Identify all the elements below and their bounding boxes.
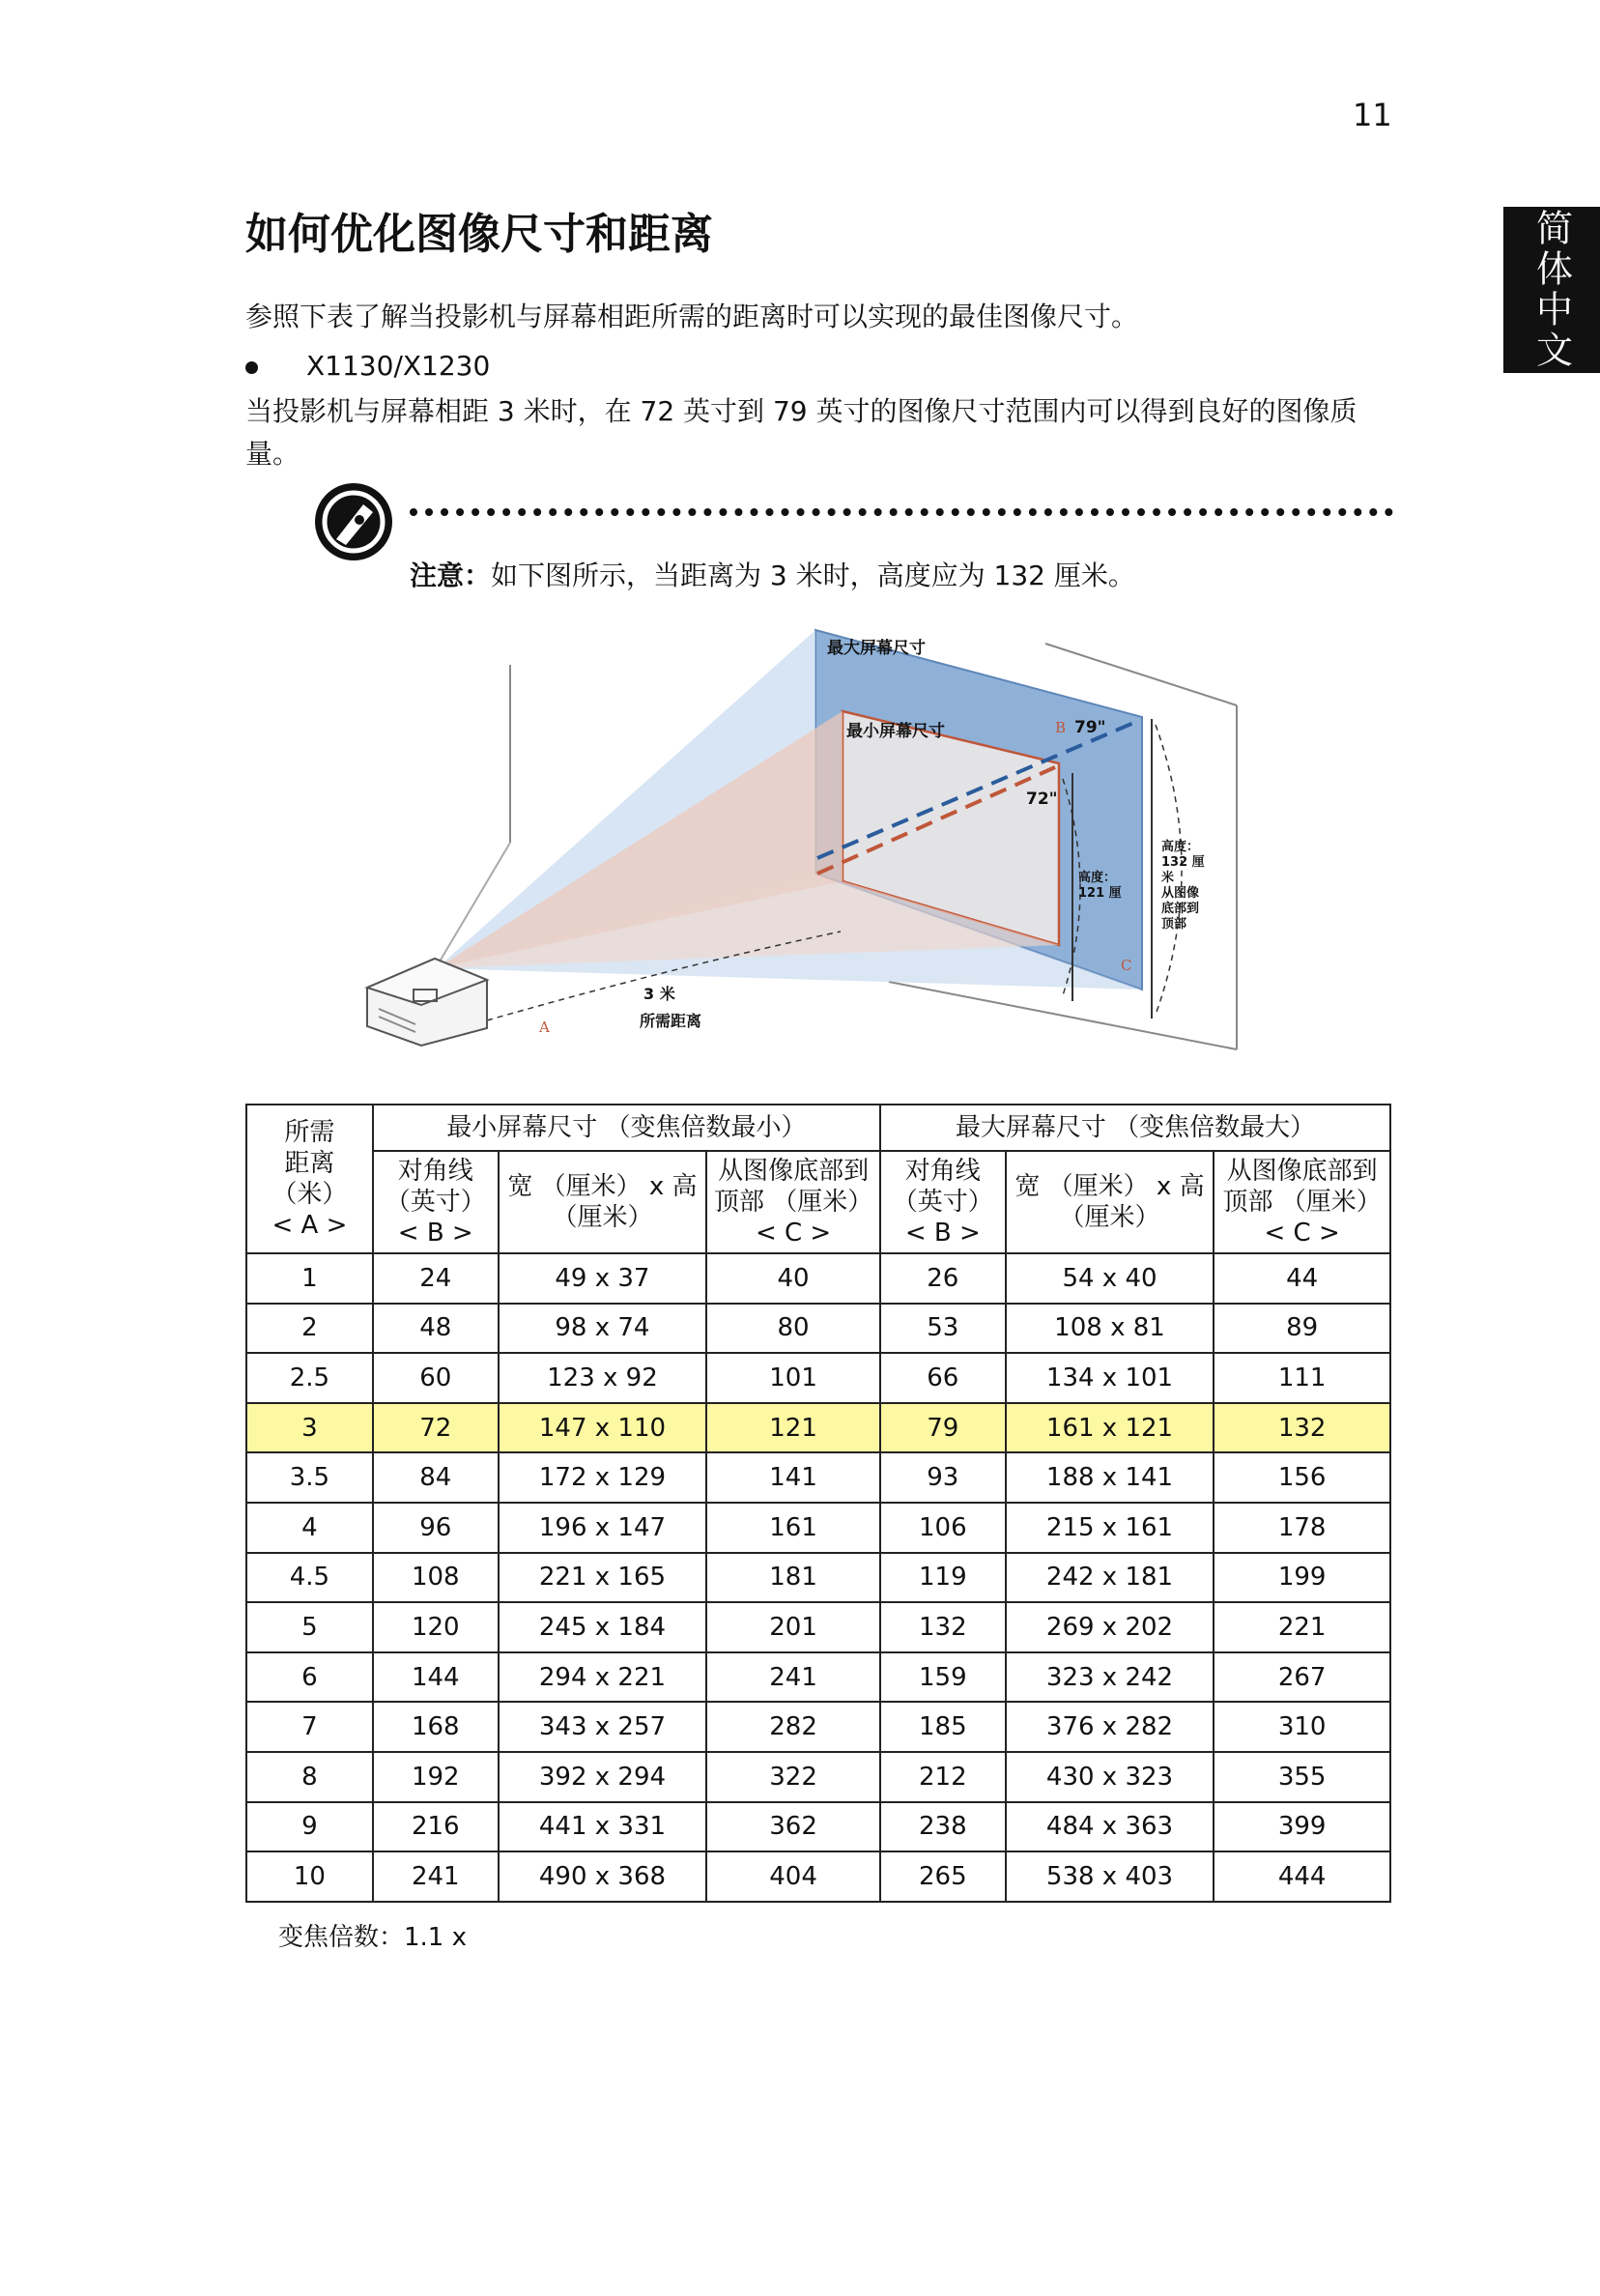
max-diagonal-label: 79" bbox=[1074, 718, 1106, 737]
max-screen-label: 最大屏幕尺寸 bbox=[827, 639, 926, 658]
svg-text:3 米: 3 米 bbox=[643, 985, 675, 1003]
table-row bbox=[246, 1304, 1390, 1354]
table-cell: 132 bbox=[1214, 1403, 1390, 1453]
table-cell: 134 x 101 bbox=[1006, 1353, 1214, 1403]
table-cell: 159 bbox=[880, 1652, 1006, 1703]
svg-text:顶部: 顶部 bbox=[1161, 917, 1187, 932]
min-diagonal-label: 72" bbox=[1026, 789, 1058, 809]
table-cell: 84 bbox=[373, 1452, 499, 1503]
table-cell: 399 bbox=[1214, 1802, 1390, 1852]
room-wall-top bbox=[1045, 644, 1237, 705]
table-cell: 404 bbox=[706, 1851, 880, 1902]
table-cell: 215 x 161 bbox=[1006, 1503, 1214, 1553]
table-cell: 132 bbox=[880, 1602, 1006, 1652]
table-cell: 245 x 184 bbox=[499, 1602, 707, 1652]
table-cell: 3 bbox=[246, 1403, 373, 1453]
note-text: 如下图所示，当距离为 3 米时，高度应为 132 厘米。 bbox=[491, 560, 1135, 591]
table-row bbox=[246, 1452, 1390, 1503]
table-cell: 1 bbox=[246, 1253, 373, 1304]
table-cell: 60 bbox=[373, 1353, 499, 1403]
svg-text:从图像: 从图像 bbox=[1161, 886, 1200, 901]
table-row bbox=[246, 1702, 1390, 1752]
table-cell: 141 bbox=[706, 1452, 880, 1503]
intro-text: 参照下表了解当投影机与屏幕相距所需的距离时可以实现的最佳图像尺寸。 bbox=[245, 301, 1139, 332]
table-cell: 490 x 368 bbox=[499, 1851, 707, 1902]
table-cell: 355 bbox=[1214, 1752, 1390, 1802]
table-cell: 196 x 147 bbox=[499, 1503, 707, 1553]
table-cell: 5 bbox=[246, 1602, 373, 1652]
model-bullet bbox=[245, 350, 490, 382]
table-cell: 161 bbox=[706, 1503, 880, 1553]
table-cell: 93 bbox=[880, 1452, 1006, 1503]
table-row bbox=[246, 1802, 1390, 1852]
table-cell: 144 bbox=[373, 1652, 499, 1703]
model-name: X1130/X1230 bbox=[306, 350, 491, 382]
table-cell: 49 x 37 bbox=[499, 1253, 707, 1304]
col-min-diagonal-header: 对角线 （英寸） < B > bbox=[373, 1151, 499, 1253]
table-cell: 108 bbox=[373, 1553, 499, 1603]
zoom-ratio-note: 变焦倍数：1.1 x bbox=[278, 1923, 468, 1952]
distance-table bbox=[245, 1104, 1391, 1903]
col-min-top-header: 从图像底部到 顶部 （厘米） < C > bbox=[706, 1151, 880, 1253]
table-cell: 40 bbox=[706, 1253, 880, 1304]
table-cell: 2.5 bbox=[246, 1353, 373, 1403]
table-cell: 444 bbox=[1214, 1851, 1390, 1902]
table-cell: 343 x 257 bbox=[499, 1702, 707, 1752]
svg-text:所需距离: 所需距离 bbox=[640, 1012, 702, 1030]
table-cell: 168 bbox=[373, 1702, 499, 1752]
table-cell: 10 bbox=[246, 1851, 373, 1902]
table-row bbox=[246, 1503, 1390, 1553]
label-c: C bbox=[1121, 957, 1132, 974]
table-cell: 80 bbox=[706, 1304, 880, 1354]
table-cell: 392 x 294 bbox=[499, 1752, 707, 1802]
svg-text:米: 米 bbox=[1161, 871, 1175, 885]
table-cell: 3.5 bbox=[246, 1452, 373, 1503]
table-cell: 181 bbox=[706, 1553, 880, 1603]
table-cell: 123 x 92 bbox=[499, 1353, 707, 1403]
table-row bbox=[246, 1403, 1390, 1453]
table-row bbox=[246, 1652, 1390, 1703]
table-cell: 265 bbox=[880, 1851, 1006, 1902]
table-cell: 241 bbox=[373, 1851, 499, 1902]
table-cell: 161 x 121 bbox=[1006, 1403, 1214, 1453]
table-cell: 221 bbox=[1214, 1602, 1390, 1652]
note bbox=[410, 555, 1135, 593]
table-cell: 98 x 74 bbox=[499, 1304, 707, 1354]
language-tab-label: 简体中文 bbox=[1529, 209, 1573, 371]
table-cell: 282 bbox=[706, 1702, 880, 1752]
table-cell: 212 bbox=[880, 1752, 1006, 1802]
table-cell: 201 bbox=[706, 1602, 880, 1652]
table-cell: 96 bbox=[373, 1503, 499, 1553]
label-b: B bbox=[1055, 719, 1067, 736]
floor-edge-right bbox=[889, 982, 1237, 1049]
table-row bbox=[246, 1553, 1390, 1603]
svg-text:底部到: 底部到 bbox=[1161, 902, 1200, 916]
table-cell: 267 bbox=[1214, 1652, 1390, 1703]
table-cell: 242 x 181 bbox=[1006, 1553, 1214, 1603]
table-cell: 89 bbox=[1214, 1304, 1390, 1354]
group-min-header: 最小屏幕尺寸 （变焦倍数最小） bbox=[373, 1105, 880, 1151]
table-cell: 192 bbox=[373, 1752, 499, 1802]
table-cell: 111 bbox=[1214, 1353, 1390, 1403]
language-tab bbox=[1503, 207, 1600, 373]
table-row bbox=[246, 1752, 1390, 1802]
table-cell: 430 x 323 bbox=[1006, 1752, 1214, 1802]
svg-text:121 厘: 121 厘 bbox=[1078, 886, 1122, 901]
col-max-diagonal-header: 对角线 （英寸） < B > bbox=[880, 1151, 1006, 1253]
table-cell: 4.5 bbox=[246, 1553, 373, 1603]
bullet-dot-icon bbox=[245, 361, 258, 374]
table-cell: 221 x 165 bbox=[499, 1553, 707, 1603]
table-cell: 238 bbox=[880, 1802, 1006, 1852]
table-cell: 484 x 363 bbox=[1006, 1802, 1214, 1852]
table-cell: 294 x 221 bbox=[499, 1652, 707, 1703]
svg-text:高度：: 高度： bbox=[1161, 840, 1200, 854]
distance-label bbox=[640, 985, 701, 1030]
table-cell: 147 x 110 bbox=[499, 1403, 707, 1453]
table-cell: 538 x 403 bbox=[1006, 1851, 1214, 1902]
table-cell: 9 bbox=[246, 1802, 373, 1852]
svg-text:132 厘: 132 厘 bbox=[1161, 855, 1205, 870]
table-cell: 48 bbox=[373, 1304, 499, 1354]
table-row bbox=[246, 1253, 1390, 1304]
svg-text:高度：: 高度： bbox=[1078, 871, 1117, 885]
table-cell: 376 x 282 bbox=[1006, 1702, 1214, 1752]
table-cell: 7 bbox=[246, 1702, 373, 1752]
table-cell: 241 bbox=[706, 1652, 880, 1703]
table-cell: 120 bbox=[373, 1602, 499, 1652]
page-title: 如何优化图像尺寸和距离 bbox=[245, 210, 713, 259]
table-cell: 322 bbox=[706, 1752, 880, 1802]
table-cell: 185 bbox=[880, 1702, 1006, 1752]
note-pen-icon bbox=[315, 483, 392, 560]
table-cell: 188 x 141 bbox=[1006, 1452, 1214, 1503]
table-cell: 178 bbox=[1214, 1503, 1390, 1553]
table-cell: 4 bbox=[246, 1503, 373, 1553]
note-label: 注意： bbox=[410, 560, 492, 591]
label-a: A bbox=[539, 1019, 550, 1036]
table-cell: 106 bbox=[880, 1503, 1006, 1553]
table-cell: 216 bbox=[373, 1802, 499, 1852]
table-cell: 24 bbox=[373, 1253, 499, 1304]
page-number: 11 bbox=[1353, 97, 1392, 133]
table-cell: 441 x 331 bbox=[499, 1802, 707, 1852]
min-screen-label: 最小屏幕尺寸 bbox=[846, 722, 945, 741]
projection-diagram bbox=[361, 618, 1260, 1063]
table-cell: 362 bbox=[706, 1802, 880, 1852]
col-max-size-header: 宽 （厘米） x 高 （厘米） bbox=[1006, 1151, 1214, 1253]
table-cell: 72 bbox=[373, 1403, 499, 1453]
col-min-size-header: 宽 （厘米） x 高 （厘米） bbox=[499, 1151, 707, 1253]
table-row bbox=[246, 1353, 1390, 1403]
table-cell: 54 x 40 bbox=[1006, 1253, 1214, 1304]
max-height-curve bbox=[1156, 725, 1182, 1015]
max-height-label bbox=[1160, 839, 1205, 932]
col-distance-header: 所需 距离 （米） < A > bbox=[246, 1105, 373, 1253]
table-cell: 8 bbox=[246, 1752, 373, 1802]
table-cell: 323 x 242 bbox=[1006, 1652, 1214, 1703]
table-cell: 108 x 81 bbox=[1006, 1304, 1214, 1354]
table-cell: 156 bbox=[1214, 1452, 1390, 1503]
table-cell: 199 bbox=[1214, 1553, 1390, 1603]
table-cell: 172 x 129 bbox=[499, 1452, 707, 1503]
table-cell: 269 x 202 bbox=[1006, 1602, 1214, 1652]
distance-paragraph: 当投影机与屏幕相距 3 米时，在 72 英寸到 79 英寸的图像尺寸范围内可以得到良好的图像质量。 bbox=[245, 395, 1357, 470]
group-max-header: 最大屏幕尺寸 （变焦倍数最大） bbox=[880, 1105, 1390, 1151]
table-cell: 44 bbox=[1214, 1253, 1390, 1304]
table-cell: 79 bbox=[880, 1403, 1006, 1453]
projector-icon bbox=[367, 959, 487, 1046]
table-cell: 310 bbox=[1214, 1702, 1390, 1752]
table-row bbox=[246, 1851, 1390, 1902]
table-cell: 119 bbox=[880, 1553, 1006, 1603]
table-row bbox=[246, 1602, 1390, 1652]
table-cell: 6 bbox=[246, 1652, 373, 1703]
table-cell: 121 bbox=[706, 1403, 880, 1453]
table-cell: 2 bbox=[246, 1304, 373, 1354]
table-cell: 53 bbox=[880, 1304, 1006, 1354]
table-cell: 26 bbox=[880, 1253, 1006, 1304]
note-divider bbox=[410, 508, 1393, 516]
table-cell: 101 bbox=[706, 1353, 880, 1403]
col-max-top-header: 从图像底部到 顶部 （厘米） < C > bbox=[1214, 1151, 1390, 1253]
table-cell: 66 bbox=[880, 1353, 1006, 1403]
